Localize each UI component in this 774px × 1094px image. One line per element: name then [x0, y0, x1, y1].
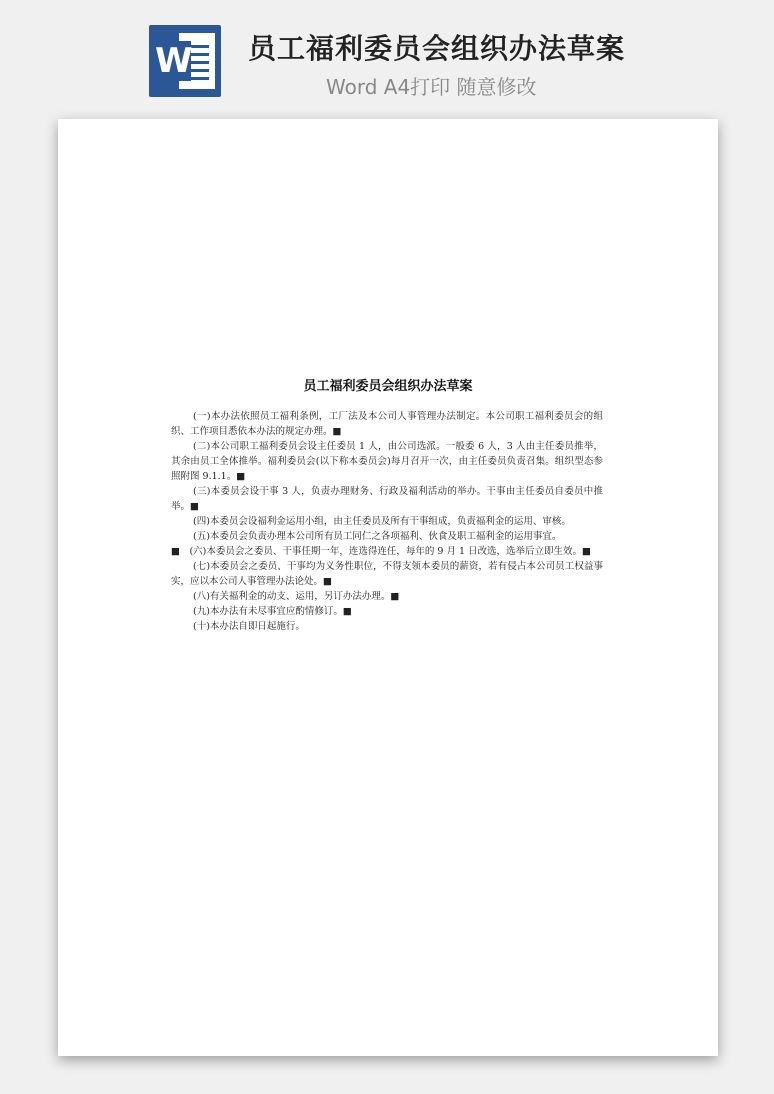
- paragraph: (四)本委员会设福利金运用小组，由主任委员及所有干事组成，负责福利金的运用、审核。: [193, 516, 571, 527]
- document-body: [171, 409, 603, 634]
- paragraph: (十)本办法自即日起施行。: [193, 621, 305, 632]
- document-title: 员工福利委员会组织办法草案: [303, 379, 473, 394]
- document-page: [58, 119, 718, 1056]
- paragraph: (二)本公司职工福利委员会设主任委员 1 人，由公司选派。一般委 6 人，3 人由主任委员推举，其余由员工全体推举。福利委员会(以下称本委员会)每月召开一次，由主任委员负责召集。组织型态参照附图 9.1.1。■: [171, 441, 603, 482]
- paragraph: ■ (六)本委员会之委员、干事任期一年，连选得连任，每年的 9 月 1 日改选，选举后立即生效。■: [171, 546, 592, 557]
- paragraph: (九)本办法有未尽事宜应酌情修订。■: [193, 606, 352, 617]
- paragraph: (五)本委员会负责办理本公司所有员工同仁之各项福利、伙食及职工福利金的运用事宜。: [193, 531, 562, 542]
- page-subtitle: Word A4打印 随意修改: [326, 75, 537, 99]
- word-icon-letter: W: [155, 41, 193, 81]
- word-icon: [149, 25, 221, 97]
- page-title: 员工福利委员会组织办法草案: [248, 32, 626, 65]
- header: [0, 0, 774, 112]
- paragraph: (一)本办法依照员工福利条例，工厂法及本公司人事管理办法制定。本公司职工福利委员会的组织、工作项目悉依本办法的规定办理。■: [171, 411, 603, 437]
- paragraph: (八)有关福利金的动支、运用，另订办法办理。■: [193, 591, 400, 602]
- paragraph: (七)本委员会之委员、干事均为义务性职位，不得支领本委员的薪资，若有侵占本公司员工权益事实，应以本公司人事管理办法论处。■: [171, 561, 603, 587]
- paragraph: (三)本委员会设干事 3 人，负责办理财务、行政及福利活动的举办。干事由主任委员自委员中推举。■: [171, 486, 603, 512]
